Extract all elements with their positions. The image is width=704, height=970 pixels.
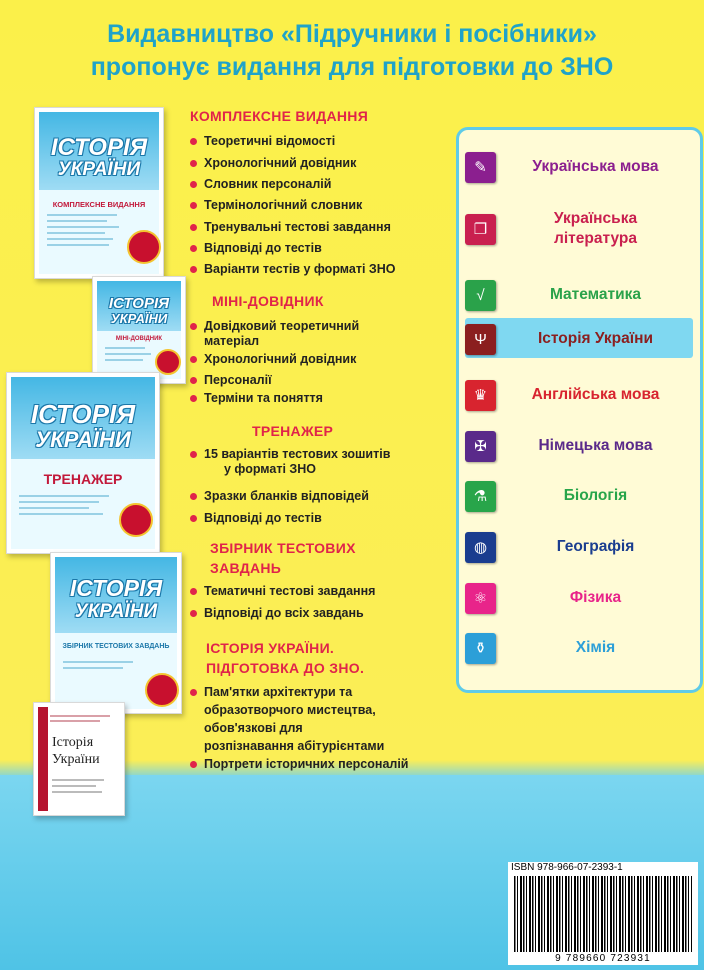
list-item: Зразки бланків відповідей [190,488,369,505]
seal-icon [119,503,153,537]
book-title-1: ІСТОРІЯ [30,399,136,429]
seal-icon [145,673,179,707]
trident-icon: Ψ [465,324,496,355]
crest-icon: ♛ [465,380,496,411]
book-title-2: УКРАЇНИ [57,159,141,180]
list-item: Термінологічний словник [190,197,362,214]
book-title-1: ІСТОРІЯ [108,295,170,312]
subject-english: ♛ Англійська мова [465,378,695,412]
book-title-2: України [52,752,100,767]
section-title-collection: ЗБІРНИК ТЕСТОВИХ [210,540,356,556]
flask-icon: ⚱ [465,633,496,664]
subject-history: Ψ Історія України [465,322,695,356]
book-subtitle: ТРЕНАЖЕР [43,471,123,487]
subject-geography: ◍ Географія [465,530,695,564]
list-item: Портрети історичних персоналій [190,756,409,773]
list-item: Пам'ятки архітектури та [190,684,352,701]
subject-german: ✠ Німецька мова [465,429,695,463]
book-cover-complex [34,107,164,279]
barcode-icon [514,876,692,952]
seal-icon [127,230,161,264]
list-item: Словник персоналій [190,176,331,193]
book-title-2: УКРАЇНИ [74,601,158,622]
book-icon: ✎ [465,152,496,183]
section-title-collection-2: ЗАВДАНЬ [210,560,282,576]
subject-ukrainian-literature: ❐ Українська література [465,207,695,251]
subject-math: √ Математика [465,278,695,312]
list-item-cont: обов'язкові для [204,721,303,735]
list-item-cont: розпізнавання абітурієнтами [204,739,385,753]
list-item: Хронологічний довідник [190,351,356,368]
book-subtitle: МІНІ-ДОВІДНИК [115,336,163,342]
atom-icon: ⚛ [465,583,496,614]
list-item-cont: у форматі ЗНО [224,462,316,476]
list-item: Терміни та поняття [190,390,323,407]
isbn-barcode [508,862,698,965]
subject-physics: ⚛ Фізика [465,581,695,615]
book-cover-collection [50,552,182,714]
list-item-cont: образотворчого мистецтва, [204,703,376,717]
list-item: Теоретичні відомості [190,133,335,150]
list-item-cont: матеріал [204,334,260,348]
list-item: Тематичні тестові завдання [190,583,375,600]
book-cover-prep [33,702,125,816]
book-cover-mini [92,276,186,384]
list-item: Хронологічний довідник [190,155,356,172]
isbn-number: 9 789660 723931 [508,952,698,965]
book-title-2: УКРАЇНИ [35,427,131,452]
open-book-icon: ❐ [465,214,496,245]
list-item: Відповіді до тестів [190,510,322,527]
microscope-icon: ⚗ [465,481,496,512]
book-title-2: УКРАЇНИ [110,311,168,326]
list-item: Відповіді до всіх завдань [190,605,364,622]
section-title-complex: КОМПЛЕКСНЕ ВИДАННЯ [190,108,369,124]
list-item: Варіанти тестів у форматі ЗНО [190,261,395,278]
isbn-label: ISBN 978-966-07-2393-1 [511,862,623,873]
list-item: Персоналії [190,372,272,389]
book-subtitle: КОМПЛЕКСНЕ ВИДАННЯ [52,200,146,209]
header [0,18,704,84]
subject-ukrainian-language: ✎ Українська мова [465,150,695,184]
list-item: Відповіді до тестів [190,240,322,257]
book-title-1: Історія [52,735,94,750]
list-item: 15 варіантів тестових зошитів [190,446,390,463]
header-line-2: пропонує видання для підготовки до ЗНО [90,53,614,81]
book-title-1: ІСТОРІЯ [50,134,148,161]
book-subtitle: ЗБІРНИК ТЕСТОВИХ ЗАВДАНЬ [62,643,170,650]
eagle-icon: ✠ [465,431,496,462]
section-title-prep-2: ПІДГОТОВКА ДО ЗНО. [206,660,365,676]
section-title-prep: ІСТОРІЯ УКРАЇНИ. [206,640,335,656]
list-item: Довідковий теоретичний [190,318,359,335]
book-cover-trainer [6,372,160,554]
list-item: Тренувальні тестові завдання [190,219,391,236]
subject-chemistry: ⚱ Хімія [465,631,695,665]
subject-biology: ⚗ Біологія [465,479,695,513]
section-title-mini: МІНІ-ДОВІДНИК [212,293,324,309]
globe-icon: ◍ [465,532,496,563]
header-line-1: Видавництво «Підручники і посібники» [107,20,597,48]
book-title-1: ІСТОРІЯ [69,575,163,601]
sqrt-icon: √ [465,280,496,311]
section-title-trainer: ТРЕНАЖЕР [252,423,334,439]
